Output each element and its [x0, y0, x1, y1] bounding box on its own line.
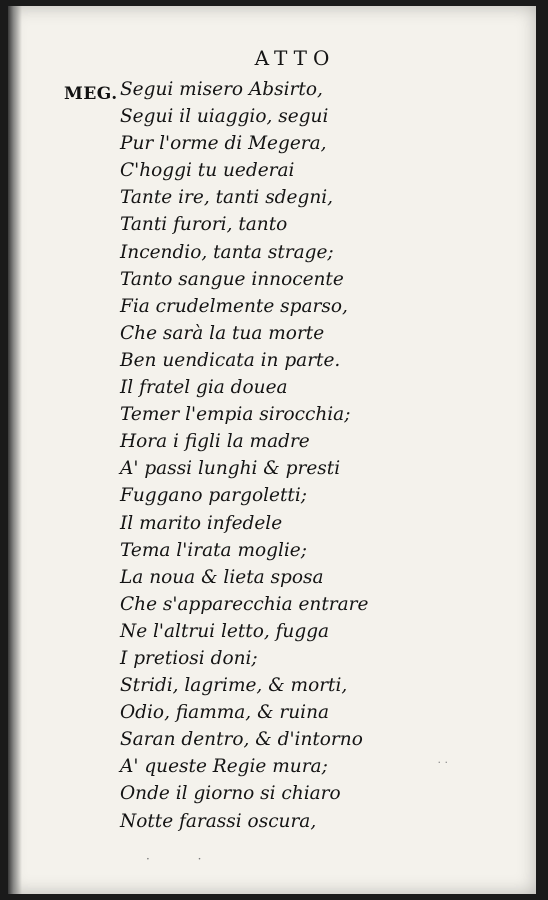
verse-line: Odio, fiamma, & ruina: [120, 702, 330, 724]
verse-line: Tante ire, tanti sdegni,: [120, 187, 334, 209]
ink-specks: · ·: [146, 852, 224, 866]
verse-line: Fia crudelmente sparso,: [120, 295, 348, 317]
running-head: ATTO: [254, 46, 336, 70]
verse-line: Segui il uiaggio, segui: [120, 106, 329, 128]
verse-line: A' passi lunghi & presti: [120, 458, 341, 480]
book-page: [8, 6, 536, 894]
verse-line: Ne l'altrui letto, fugga: [120, 620, 330, 642]
verse-line: Ben uendicata in parte.: [120, 349, 341, 371]
verse-line: Notte farassi oscura,: [120, 810, 317, 832]
verse-line: Stridi, lagrime, & morti,: [120, 675, 348, 697]
verse-line: Fuggano pargoletti;: [120, 485, 307, 507]
verse-line: Temer l'empia sirocchia;: [120, 404, 351, 426]
verse-line: Che sarà la tua morte: [120, 322, 325, 344]
verse-line: Tanto sangue innocente: [120, 268, 344, 290]
ink-specks: · ·: [437, 756, 448, 769]
verse-line: Tanti furori, tanto: [120, 214, 288, 236]
verse-line: Tema l'irata moglie;: [120, 539, 307, 561]
verse-line: Incendio, tanta strage;: [120, 241, 334, 263]
verse-line: Il marito infedele: [120, 512, 283, 534]
page-gutter-shadow: [8, 6, 22, 894]
verse-line: I pretiosi doni;: [120, 647, 258, 669]
verse-line: Saran dentro, & d'intorno: [120, 729, 363, 751]
verse-line: C'hoggi tu uederai: [120, 160, 295, 182]
speaker-label: MEG.: [64, 84, 118, 104]
verse-line: Il fratel gia douea: [120, 377, 288, 399]
verse-line: La noua & lieta sposa: [120, 566, 324, 588]
verse-block: [120, 76, 368, 835]
verse-line: Hora i figli la madre: [120, 431, 310, 453]
verse-line: Onde il giorno si chiaro: [120, 783, 341, 805]
verse-line: A' queste Regie mura;: [120, 756, 328, 778]
verse-line: Pur l'orme di Megera,: [120, 133, 327, 155]
verse-line: Segui misero Absirto,: [120, 79, 323, 100]
verse-line: Che s'apparecchia entrare: [120, 593, 369, 615]
